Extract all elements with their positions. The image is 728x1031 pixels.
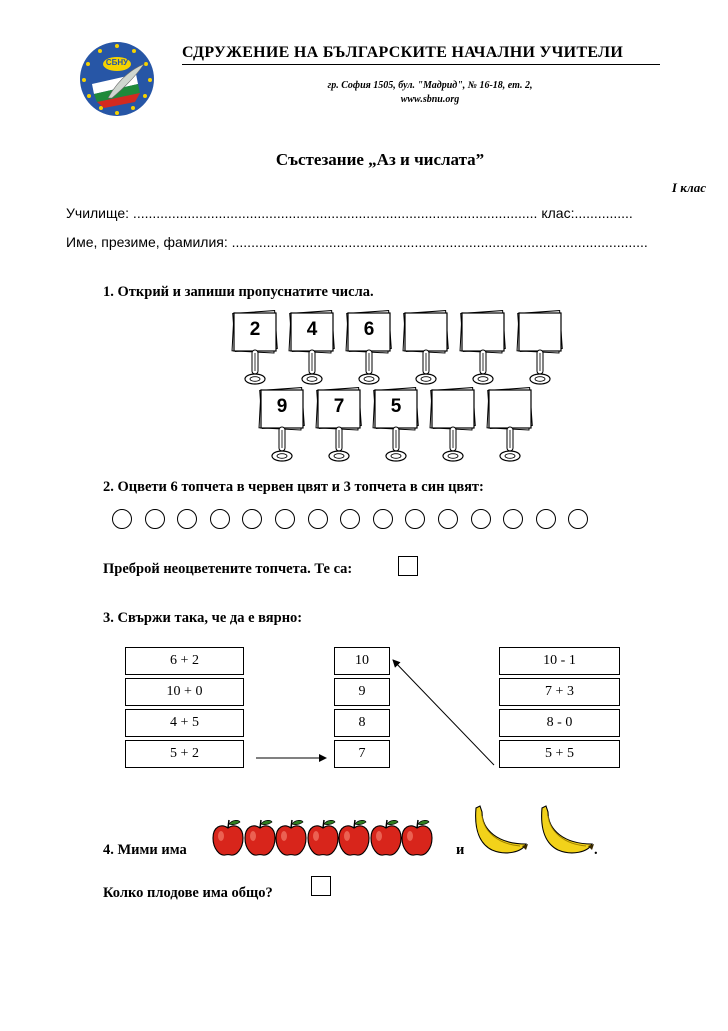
website-link[interactable]: www.sbnu.org <box>400 94 460 105</box>
card-number: 7 <box>333 396 345 417</box>
grade-label: I клас <box>671 180 706 195</box>
school-field[interactable]: Училище: ........................................................................................................ клас:............... <box>66 205 633 221</box>
task3-title: 3. Свържи така, че да е вярно: <box>103 610 303 626</box>
number-box[interactable]: 10 <box>334 647 390 675</box>
expression-box-right[interactable]: 10 - 1 <box>499 647 620 675</box>
expression-box-right[interactable]: 5 + 5 <box>499 740 620 768</box>
expression-box[interactable]: 6 + 2 <box>125 647 244 675</box>
banana-icon <box>536 804 596 861</box>
answer-box-total[interactable] <box>311 876 331 896</box>
apple-icon <box>369 818 403 863</box>
banana-icon <box>470 804 530 861</box>
number-box[interactable]: 7 <box>334 740 390 768</box>
card-number: 2 <box>249 319 261 340</box>
apple-icon <box>400 818 434 863</box>
organization-name: СДРУЖЕНИЕ НА БЪЛГАРСКИТЕ НАЧАЛНИ УЧИТЕЛИ <box>182 44 624 61</box>
total-question: Колко плодове има общо? <box>103 885 273 901</box>
apple-icon <box>243 818 277 863</box>
card-number: 9 <box>276 396 288 417</box>
logo-text: СБНУ <box>105 58 129 67</box>
expression-box-right[interactable]: 7 + 3 <box>499 678 620 706</box>
task4-conjunction: и <box>456 842 465 858</box>
card-number: 5 <box>390 396 402 417</box>
name-field[interactable]: Име, презиме, фамилия: ........................................................................................................... <box>66 234 648 250</box>
number-box[interactable]: 9 <box>334 678 390 706</box>
expression-box-right[interactable]: 8 - 0 <box>499 709 620 737</box>
arrow-5plus5-to-10 <box>393 660 494 765</box>
expression-box[interactable]: 4 + 5 <box>125 709 244 737</box>
apple-icon <box>337 818 371 863</box>
apple-icon <box>211 818 245 863</box>
task1-title: 1. Открий и запиши пропуснатите числа. <box>103 284 374 300</box>
address-line: гр. София 1505, бул. "Мадрид", № 16-18, ет. 2, <box>327 80 533 91</box>
apple-icon <box>306 818 340 863</box>
card-number: 6 <box>363 319 375 340</box>
competition-title: Състезание „Аз и числата” <box>275 150 485 169</box>
task2-title: 2. Оцвети 6 топчета в червен цвят и 3 топчета в син цвят: <box>103 479 484 495</box>
expression-box[interactable]: 10 + 0 <box>125 678 244 706</box>
card-number: 4 <box>306 319 318 340</box>
count-question: Преброй неоцветените топчета. Те са: <box>103 561 353 577</box>
task4-lead: 4. Мими има <box>103 842 187 858</box>
apple-icon <box>274 818 308 863</box>
task4-end: . <box>594 842 598 858</box>
expression-box[interactable]: 5 + 2 <box>125 740 244 768</box>
number-box[interactable]: 8 <box>334 709 390 737</box>
